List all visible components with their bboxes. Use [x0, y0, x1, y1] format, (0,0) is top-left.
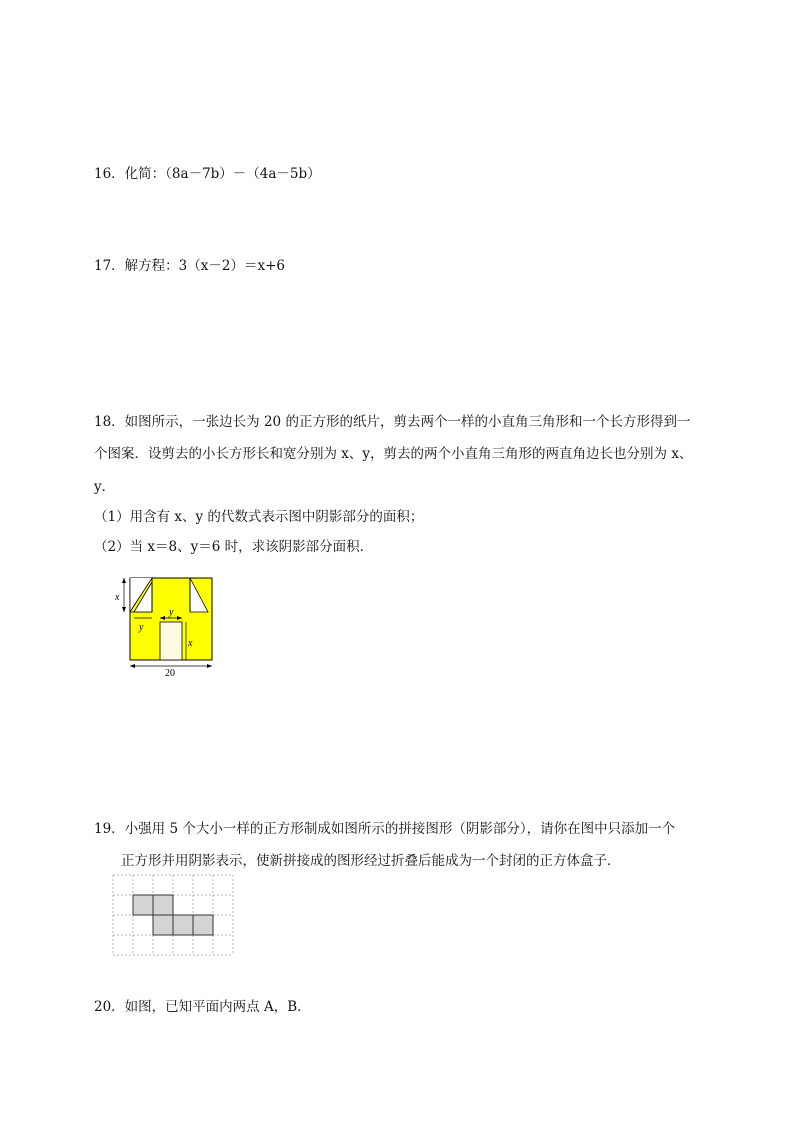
question-18-line-1: 18．如图所示，一张边长为 20 的正方形的纸片，剪去两个一样的小直角三角形和一个长方形得到一: [94, 414, 691, 430]
label-y-top: y: [169, 607, 174, 618]
square-paper-figure: [112, 572, 220, 678]
question-18-line-2: 个图案．设剪去的小长方形长和宽分别为 x、y，剪去的两个小直角三角形的两直角边长也分别为 x、: [94, 446, 693, 462]
grid-figure: [112, 874, 234, 956]
question-16: 16．化简：（8a－7b）－（4a－5b）: [94, 166, 321, 182]
shaded-cell: [153, 895, 173, 915]
shaded-cell: [133, 895, 153, 915]
label-y-left: y: [139, 622, 144, 633]
label-x-right: x: [188, 638, 193, 649]
label-x-left: x: [115, 592, 120, 603]
question-19-line-2: 正方形并用阴影表示，使新拼接成的图形经过折叠后能成为一个封闭的正方体盒子．: [121, 853, 621, 869]
label-20: 20: [165, 668, 175, 678]
question-18-part-1: （1）用含有 x、y 的代数式表示图中阴影部分的面积；: [94, 509, 424, 525]
question-20: 20．如图，已知平面内两点 A，B．: [94, 999, 311, 1015]
shaded-cell: [153, 915, 173, 935]
question-17: 17．解方程：3（x－2）＝x+6: [94, 258, 285, 274]
question-18-part-2: （2）当 x＝8、y＝6 时，求该阴影部分面积．: [94, 539, 374, 555]
question-18-line-3: y．: [94, 479, 116, 495]
question-19-line-1: 19．小强用 5 个大小一样的正方形制成如图所示的拼接图形（阴影部分），请你在图中只添加一个: [94, 821, 676, 837]
shaded-cell: [173, 915, 193, 935]
middle-rectangle: [160, 622, 182, 660]
shaded-cell: [193, 915, 213, 935]
